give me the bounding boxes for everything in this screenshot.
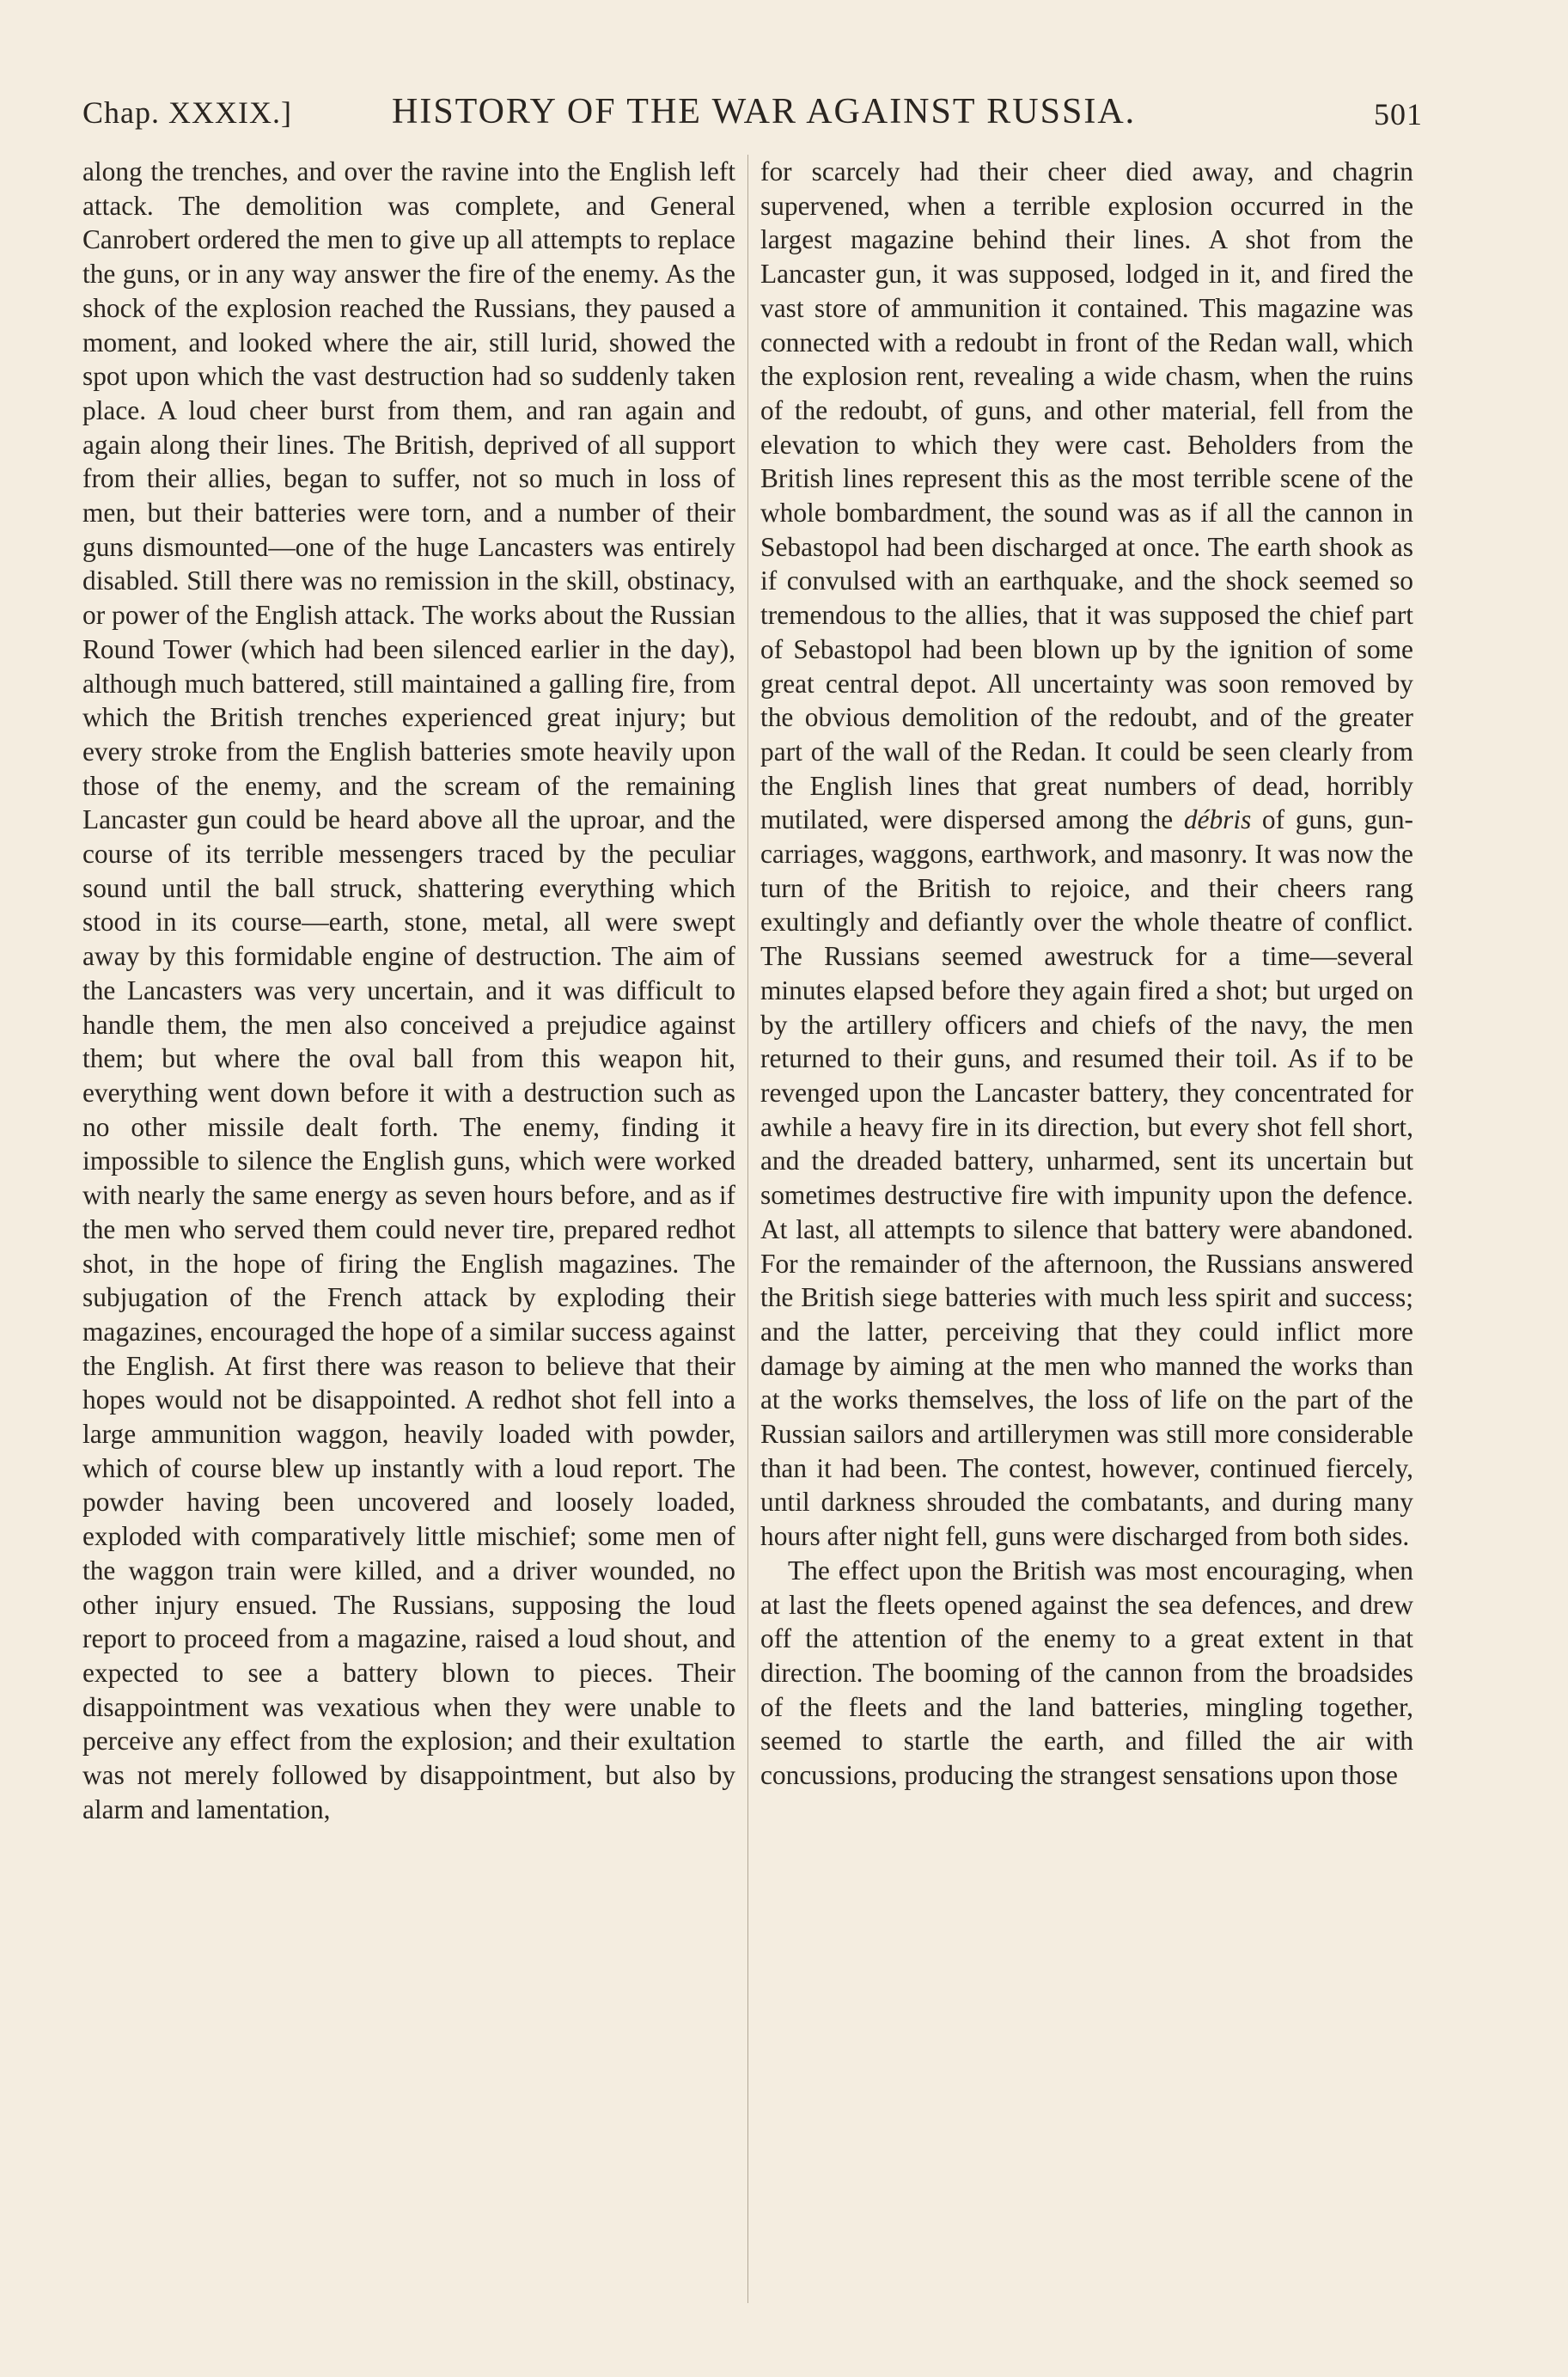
page-number: 501 (1374, 97, 1423, 131)
right-paragraph-1-text-b: of guns, gun-carriages, waggons, earthwork, and masonry. It was now the turn of the British to rejoice, and their cheers rang exultingly and defiantly over the whole theatre of conflict. The Russians seemed awestruck for a time—several minutes elapsed before they again fired a shot; but urged on by the artillery officers and chiefs of the navy, the men returned to their guns, and resumed their toil. As if to be revenged upon the Lancaster battery, they concentrated for awhile a heavy fire in its direction, but every shot fell short, and the dreaded battery, unharmed, sent its uncertain but sometimes destructive fire with impunity upon the defence. At last, all attempts to silence that battery were abandoned. For the remainder of the afternoon, the Russians answered the British siege batteries with much less spirit and success; and the latter, perceiving that they could inflict more damage by aiming at the men who manned the works than at the works themselves, the loss of life on the part of the Russian sailors and artillerymen was still more considerable than it had been. The contest, however, continued fiercely, until darkness shrouded the combatants, and during many hours after night fell, guns were discharged from both sides. (760, 804, 1413, 1552)
column-divider (747, 155, 748, 2303)
right-paragraph-1 (760, 155, 1413, 1554)
left-column (82, 155, 735, 2346)
running-title: HISTORY OF THE WAR AGAINST RUSSIA. (392, 92, 1137, 131)
right-paragraph-2: The effect upon the British was most encouraging, when at last the fleets opened against the sea defences, and drew off the attention of the enemy to a great extent in that direction. The booming of the cannon from the broadsides of the fleets and the land batteries, mingling together, seemed to startle the earth, and filled the air with concussions, producing the strangest sensations upon those (760, 1555, 1413, 1791)
debris-italic: débris (1183, 804, 1252, 835)
chapter-label: Chap. XXXIX.] (82, 95, 292, 130)
right-column (760, 155, 1413, 2346)
running-header (82, 84, 1423, 136)
left-paragraph-1: along the trenches, and over the ravine into the English left attack. The demolition was complete, and General Canrobert ordered the men to give up all attempts to replace the guns, or in any way answer the fire of the enemy. As the shock of the explosion reached the Russians, they paused a moment, and looked where the air, still lurid, showed the spot upon which the vast destruction had so suddenly taken place. A loud cheer burst from them, and ran again and again along their lines. The British, deprived of all support from their allies, began to suffer, not so much in loss of men, but their batteries were torn, and a number of their guns dismounted—one of the huge Lancasters was entirely disabled. Still there was no remission in the skill, obstinacy, or power of the English attack. The works about the Russian Round Tower (which had been silenced earlier in the day), although much battered, still maintained a galling fire, from which the British trenches experienced great injury; but every stroke from the English batteries smote heavily upon those of the enemy, and the scream of the remaining Lancaster gun could be heard above all the uproar, and the course of its terrible messengers traced by the peculiar sound until the ball struck, shattering everything which stood in its course—earth, stone, metal, all were swept away by this formidable engine of destruction. The aim of the Lancasters was very uncertain, and it was difficult to handle them, the men also conceived a prejudice against them; but where the oval ball from this weapon hit, everything went down before it with a destruction such as no other missile dealt forth. The enemy, finding it impossible to silence the English guns, which were worked with nearly the same energy as seven hours before, and as if the men who served them could never tire, prepared redhot shot, in the hope of firing the English magazines. The subjugation of the French attack by exploding their magazines, encouraged the hope of a similar success against the English. At first there was reason to believe that their hopes would not be disappointed. A redhot shot fell into a large ammunition waggon, heavily loaded with powder, which of course blew up instantly with a loud report. The powder having been uncovered and loosely loaded, exploded with comparatively little mischief; some men of the waggon train were killed, and a driver wounded, no other injury ensued. The Russians, supposing the loud report to proceed from a magazine, raised a loud shout, and expected to see a battery blown to pieces. Their disappointment was vexatious when they were unable to perceive any effect from the explosion; and their exultation was not merely followed by disappointment, but also by alarm and lamentation, (82, 156, 735, 1824)
right-paragraph-1-text-a: for scarcely had their cheer died away, and chagrin supervened, when a terrible explosion occurred in the largest magazine behind their lines. A shot from the Lancaster gun, it was supposed, lodged in it, and fired the vast store of ammunition it contained. This magazine was connected with a redoubt in front of the Redan wall, which the explosion rent, revealing a wide chasm, when the ruins of the redoubt, of guns, and other material, fell from the elevation to which they were cast. Beholders from the British lines represent this as the most terrible scene of the whole bombardment, the sound was as if all the cannon in Sebastopol had been discharged at once. The earth shook as if convulsed with an earthquake, and the shock seemed so tremendous to the allies, that it was supposed the chief part of Sebastopol had been blown up by the ignition of some great central depot. All uncertainty was soon removed by the obvious demolition of the redoubt, and of the greater part of the wall of the Redan. It could be seen clearly from the English lines that great numbers of dead, horribly mutilated, were dispersed among the (760, 156, 1413, 835)
